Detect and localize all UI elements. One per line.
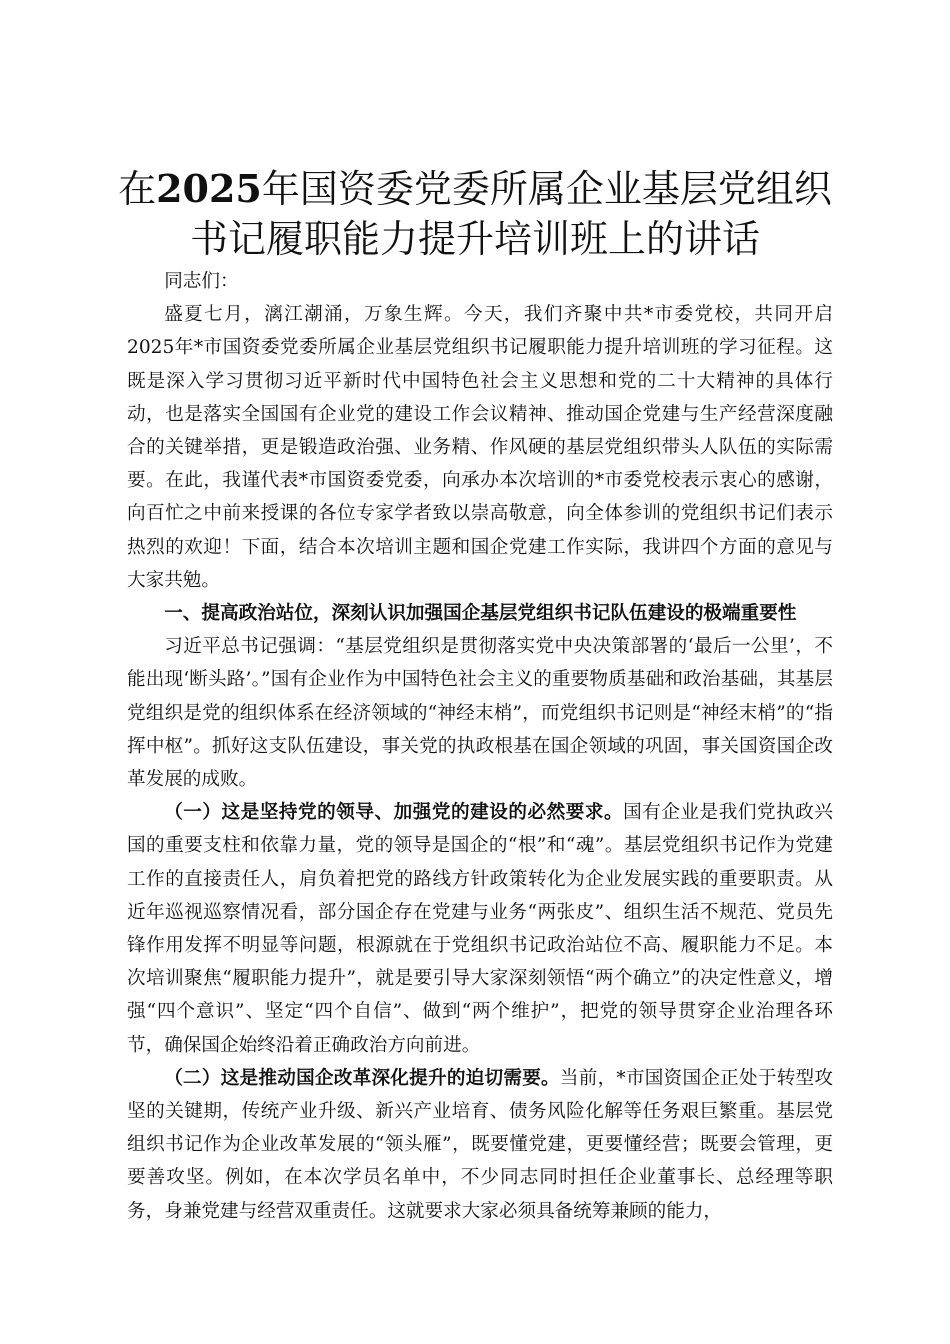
paragraph-opening: 盛夏七月，漓江潮涌，万象生辉。今天，我们齐聚中共*市委党校，共同开启2025年*市国资委党委所属企业基层党组织书记履职能力提升培训班的学习征程。这既是深入学习贯彻习近平新时代中国特色社会主义思想和党的二十大精神的具体行动，也是落实全国国有企业党的建设工作会议精神、推动国企党建与生产经营深度融合的关键举措，更是锻造政治强、业务精、作风硬的基层党组织带头人队伍的实际需要。在此，我谨代表*市国资委党委，向承办本次培训的*市委党校表示衷心的感谢，向百忙之中前来授课的各位专家学者致以崇高敬意，向全体参训的党组织书记们表示热烈的欢迎！下面，结合本次培训主题和国企党建工作实际，我讲四个方面的意见与大家共勉。 — [127, 304, 833, 591]
paragraph-subsection-2 — [127, 1062, 833, 1228]
subsection-2-text: 当前，*市国资国企正处于转型攻坚的关键期，传统产业升级、新兴产业培育、债务风险化解等任务艰巨繁重。基层党组织书记作为企业改革发展的“领头雁”，既要懂党建，更要懂经营；既要会管理，更要善攻坚。例如，在本次学员名单中，不少同志同时担任企业董事长、总经理等职务，身兼党建与经营双重责任。这就要求大家必须具备统筹兼顾的能力， — [127, 1067, 833, 1222]
subsection-2-lead: （二）这是推动国企改革深化提升的迫切需要。 — [164, 1067, 560, 1089]
paragraph-section-1-intro: 习近平总书记强调：“基层党组织是贯彻落实党中央决策部署的‘最后一公里’，不能出现‘断头路’。”国有企业作为中国特色社会主义的重要物质基础和政治基础，其基层党组织是党的组织体系在经济领域的“神经末梢”，而党组织书记则是“神经末梢”的“指挥中枢”。抓好这支队伍建设，事关党的执政根基在国企领域的巩固，事关国资国企改革发展的成败。 — [127, 636, 833, 791]
document-body — [127, 265, 833, 1228]
paragraph-subsection-1 — [127, 796, 833, 1062]
subsection-1-lead: （一）这是坚持党的领导、加强党的建设的必然要求。 — [164, 802, 624, 824]
section-heading-1: 一、提高政治站位，深刻认识加强国企基层党组织书记队伍建设的极端重要性 — [164, 603, 797, 625]
salutation: 同志们： — [164, 271, 239, 292]
title-prefix: 在 — [118, 167, 157, 211]
document-title — [118, 164, 832, 264]
subsection-1-text: 国有企业是我们党执政兴国的重要支柱和依靠力量，党的领导是国企的“根”和“魂”。基层党组织书记作为党建工作的直接责任人，肩负着把党的路线方针政策转化为企业发展实践的重要职责。从近年巡视巡察情况看，部分国企存在党建与业务“两张皮”、组织生活不规范、党员先锋作用发挥不明显等问题，根源就在于党组织书记政治站位不高、履职能力不足。本次培训聚焦“履职能力提升”，就是要引导大家深刻领悟“两个确立”的决定性意义，增强“四个意识”、坚定“四个自信”、做到“两个维护”，把党的领导贯穿企业治理各环节，确保国企始终沿着正确政治方向前进。 — [127, 802, 833, 1056]
title-suffix: 年国资委党委所属企业基层党组织书记履职能力提升培训班上的讲话 — [189, 167, 832, 261]
title-year: 2025 — [156, 166, 262, 211]
